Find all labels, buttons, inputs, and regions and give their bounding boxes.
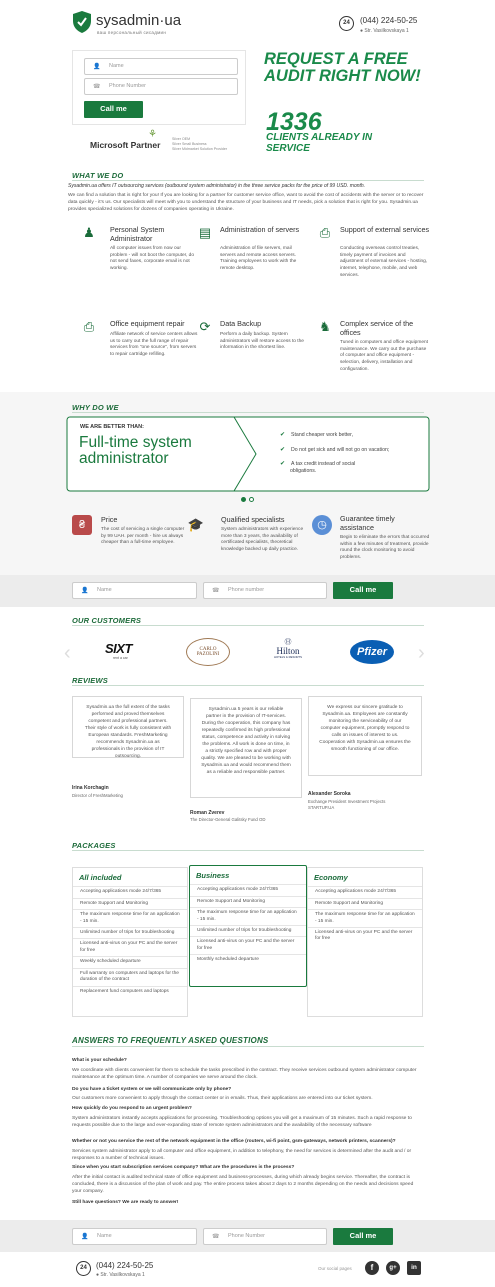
divider xyxy=(72,412,424,413)
hours-badge: 24 xyxy=(339,16,354,31)
reviewer-name: Alexander Soroka xyxy=(308,791,351,797)
package-row: Licensed anti-virus on your PC and the server for free xyxy=(308,927,422,945)
package-economy[interactable] xyxy=(307,867,423,1017)
user-icon: 👤 xyxy=(93,63,101,70)
partner-label: Microsoft Partner xyxy=(90,140,161,150)
feature-desc: Begin to eliminate the errors that occurred within a few minutes of treatment, provide round the clock monitoring to avoid problems. xyxy=(340,535,430,561)
header-address xyxy=(360,28,409,35)
partner-line-2: Silver Small Business xyxy=(172,142,207,146)
package-row: Remote Support and Monitoring xyxy=(308,898,422,909)
hero-call-me-button[interactable]: Call me xyxy=(84,101,143,118)
bottom-name-placeholder: Name xyxy=(97,1232,112,1239)
service-title: Administration of servers xyxy=(220,225,300,234)
hero-phone-input[interactable] xyxy=(84,78,238,95)
service-desc: Administration of file servers, mail servers and remote access servers. Training employees to work with the remote desktop. xyxy=(220,246,297,272)
partner-line-1: Silver OEM xyxy=(172,137,191,141)
package-name: All included xyxy=(79,873,122,882)
review-card-1 xyxy=(72,696,184,758)
printer-icon: ⎙ xyxy=(319,225,331,240)
mid-name-input[interactable] xyxy=(72,582,197,599)
footer-phone[interactable]: (044) 224-50-25 xyxy=(96,1261,154,1270)
header-address-text: Str. Vasilkovskaya 1 xyxy=(364,28,409,34)
why-point-text: Do not get sick and will not go on vacation; xyxy=(291,447,390,453)
customer-logo-pfizer: Pfizer xyxy=(350,640,394,664)
reviewer-name: Irina Korchagin xyxy=(72,785,109,791)
check-icon: ✔ xyxy=(280,461,286,467)
service-office-repair xyxy=(82,320,200,380)
reviewer-name: Roman Zverev xyxy=(190,810,225,816)
feature-guarantee xyxy=(312,515,432,565)
feature-desc: System administrators with experience more than 3 years, the availability of certificated specialists, theoretical knowledge backed up daily practice. xyxy=(221,527,304,553)
divider xyxy=(72,685,424,686)
faq-answer: We coordinate with clients convenient for them to schedule the tasks prescribed in the contract. They receive services outbound system administrator computer maintenance at the optimum time. A number of companies we serve around the clock. xyxy=(72,1068,417,1080)
review-card-3 xyxy=(308,696,422,776)
package-row: Accepting applications mode 24/7/365 xyxy=(190,884,306,895)
package-row: Unlimited number of trips for troubleshooting xyxy=(190,925,306,936)
hero-name-placeholder: Name xyxy=(109,62,124,69)
service-desc: Conducting overseas control treaties, timely payment of invoices and adjustment of external services - hosting, internet, telephone, mobile, and web services. xyxy=(340,246,428,278)
mid-name-placeholder: Name xyxy=(97,586,112,593)
faq-answer: Our customers more convenient to apply through the contact center or in emails. Thus, their applications are entered into our ticket system. xyxy=(72,1096,373,1101)
package-row: Remote Support and Monitoring xyxy=(190,896,306,907)
package-business[interactable] xyxy=(189,865,307,987)
review-text: We express our sincere gratitude to Sysadmin.ua. Employees are constantly monitoring the serviceability of our computer equipment, promptly respond to calls on issues of interest to us. Cooperation with Sysadmin.ua ensures the smooth functioning of our office. xyxy=(319,705,411,752)
price-icon: ₴ xyxy=(72,515,92,535)
partner-line-3: Silver Midmarket Solution Provider xyxy=(172,147,228,151)
partner-figure-icon: ⚘ xyxy=(148,129,157,140)
service-desc: Affiliate network of service centers allows us to carry out the full range of repair services from "one source", from servers to repair cartridge refilling. xyxy=(110,332,198,358)
divider xyxy=(72,625,424,626)
clock-icon: ◷ xyxy=(312,515,332,535)
reviewer-role: Director of FreshMarketing xyxy=(72,793,123,798)
package-row: Accepting applications mode 24/7/365 xyxy=(308,886,422,897)
service-title: Office equipment repair xyxy=(110,319,185,328)
package-row: Licensed anti-virus on your PC and the server for free xyxy=(73,938,187,956)
package-row: Accepting applications mode 24/7/365 xyxy=(73,886,187,897)
package-row: Weekly scheduled departure xyxy=(73,956,187,967)
package-name: Business xyxy=(196,871,230,880)
mid-phone-input[interactable] xyxy=(203,582,327,599)
clients-label: CLIENTS ALREADY IN SERVICE xyxy=(266,132,373,154)
better-than-label: WE ARE BETTER THAN: xyxy=(80,424,144,430)
feature-title: Price xyxy=(101,515,118,524)
what-we-do-title: WHAT WE DO xyxy=(72,171,124,180)
why-point-text: Stand cheaper work better, xyxy=(291,432,354,438)
carousel-dot-active[interactable] xyxy=(241,497,246,502)
package-row: Licensed anti-virus on your PC and the server for free xyxy=(190,936,306,954)
bottom-phone-placeholder: Phone Number xyxy=(228,1232,265,1239)
what-we-do-intro: We can find a solution that is right for you! If you are looking for a partner for customer service office, want to avoid the cost of accidents with the server or to recover data quickly - it's us. Our specialists will meet with you to understand the structure of your business and IT needs, pick a solution that is right for you. Sysadmin.ua provides specialized solutions for dozens of companies operating in Ukraine. xyxy=(68,193,424,212)
feature-specialists xyxy=(186,515,308,565)
service-desc: Tuned in computers and office equipment maintenance. We carry out the purchase of computer and office equipment - selection, delivery, installation and configuration. xyxy=(340,340,428,372)
package-row: Replacement fund computers and laptops xyxy=(73,986,187,997)
chair-icon: ♞ xyxy=(319,319,331,334)
user-icon: 👤 xyxy=(81,587,89,594)
comparison-title: Full-time system administrator xyxy=(79,434,192,468)
hilton-logo-subtitle: HOTELS & RESORTS xyxy=(273,655,303,660)
person-icon: ♟ xyxy=(83,225,95,240)
hilton-logo-text: Hilton xyxy=(276,646,300,657)
service-server-admin xyxy=(198,226,316,286)
phone-icon: ☎ xyxy=(212,587,220,594)
why-point-3 xyxy=(280,460,380,475)
package-name: Economy xyxy=(314,873,348,882)
location-pin-icon: ● xyxy=(360,28,364,34)
customer-logo-hilton xyxy=(268,638,308,664)
why-point-2 xyxy=(280,446,425,454)
service-desc: All computer issues from now our problem - will not boot the computer, do not send faxes, corporate email is not working. xyxy=(110,246,194,272)
linkedin-icon[interactable]: in xyxy=(407,1261,421,1275)
faq-question: Do you have a ticket system or we will communicate only by phone? xyxy=(72,1087,232,1092)
user-icon: 👤 xyxy=(81,1233,89,1240)
social-label: Our social pages xyxy=(318,1266,352,1271)
feature-title: Guarantee timely assistance xyxy=(340,514,395,532)
clients-count: 1336 xyxy=(266,108,322,136)
faq-answer: Services system administrator apply to all computer and office equipment, in addition to telephony, the need for services is determined after the audit and / or responses to a number of technical issues. xyxy=(72,1149,412,1161)
microsoft-partner-badge xyxy=(90,128,240,156)
check-icon: ✔ xyxy=(280,447,286,453)
faq-answer: After the initial contact is audited technical state of office equipment and business-processes, during which already begins service. Thereafter, the contract is concluded, there is a discussion of the plan of work and pay. The entire process takes about 2 days to 2 months depending on the needs and decisions speed your company. xyxy=(72,1175,414,1194)
footer-hours-badge: 24 xyxy=(76,1261,91,1276)
divider xyxy=(72,850,424,851)
package-row: Unlimited number of trips for troubleshooting xyxy=(73,927,187,938)
server-icon: ▤ xyxy=(198,225,212,240)
footer-address xyxy=(96,1272,145,1279)
mid-phone-placeholder: Phone number xyxy=(228,586,265,593)
mid-call-me-button[interactable]: Call me xyxy=(333,582,393,599)
service-complex xyxy=(318,320,436,390)
bottom-call-me-button[interactable]: Call me xyxy=(333,1228,393,1245)
service-title: Data Backup xyxy=(220,319,262,328)
carousel-prev-button[interactable]: ‹ xyxy=(64,642,71,664)
feature-desc: The cost of servicing a single computer by 99 UAH. per month - hire us always cheaper than a full-time employee. xyxy=(101,527,185,546)
faq-title: ANSWERS TO FREQUENTLY ASKED QUESTIONS xyxy=(72,1036,269,1045)
phone-icon: ☎ xyxy=(93,83,101,90)
phone-icon: ☎ xyxy=(212,1233,220,1240)
divider xyxy=(72,1046,424,1047)
service-title: Personal System Administrator xyxy=(110,225,165,243)
service-data-backup xyxy=(198,320,316,380)
reviews-title: REVIEWS xyxy=(72,676,108,685)
sixt-logo-text: SIXT xyxy=(105,641,132,656)
logo-text: sysadmin·ua xyxy=(96,12,182,29)
package-row: Full warranty on computers and laptops for the duration of the contract xyxy=(73,968,187,986)
carousel-next-button[interactable]: › xyxy=(418,642,425,664)
customer-logo-sixt xyxy=(105,640,153,662)
printer-icon: ⎙ xyxy=(83,319,95,334)
packages-title: PACKAGES xyxy=(72,841,116,850)
service-external xyxy=(318,226,436,296)
faq-question: How quickly do you respond to an urgent problem? xyxy=(72,1106,192,1111)
customer-logo-carlo-pazolini: CARLO PAZOLINI xyxy=(186,638,230,666)
logo-tagline: ваш персональный сисадмин xyxy=(97,30,167,35)
service-desc: Perform a daily backup. System administrators will restore access to the information in the shortest line. xyxy=(220,332,304,351)
package-row: The maximum response time for an application - 15 min. xyxy=(73,909,187,927)
backup-icon: ⟳ xyxy=(199,319,211,334)
feature-price xyxy=(72,515,188,565)
hero-headline: REQUEST A FREE AUDIT RIGHT NOW! xyxy=(264,50,421,86)
location-pin-icon: ● xyxy=(96,1272,100,1278)
graduation-cap-icon: 🎓 xyxy=(187,517,205,532)
package-row: Monthly scheduled departure xyxy=(190,954,306,965)
review-text: Sysadmin.ua 5 years is our reliable partner in the provision of IT-services. During the cooperation, this company has repeatedly confirmed its high professional status, competence and activity in solving the problems. All work is done on time, in a strictly specified row and with proper quality. We are pleased to be working with Sysadmin.ua and would recommend them as a reliable and responsible partner. xyxy=(201,707,291,775)
sixt-logo-subtitle: rent a car xyxy=(113,655,128,660)
why-title: WHY DO WE xyxy=(72,403,119,412)
facebook-icon[interactable]: f xyxy=(365,1261,379,1275)
review-card-2 xyxy=(190,698,302,798)
service-title: Support of external services xyxy=(340,225,430,234)
bottom-name-input[interactable] xyxy=(72,1228,197,1245)
faq-question: Whether or not you service the rest of the network equipment in the office (routers, wi-fi point, gsm-gateways, network printers, scanners)? xyxy=(72,1139,396,1144)
hero-name-input[interactable] xyxy=(84,58,238,75)
service-personal-admin xyxy=(82,226,200,286)
faq-question: What is your schedule? xyxy=(72,1058,127,1063)
faq-answer: System administrators instantly accepts applications for processing. Troubleshooting options you will get a maximum of 15 minutes. Such a rapid response to requests possible due to the large and ever-expanding state of remote system administrators and the availability of the necessary software xyxy=(72,1116,412,1128)
why-point-1 xyxy=(280,431,425,439)
what-we-do-lead: Sysadmin.ua offers IT outsourcing services (outbound system administrator) in the three service packs for the price of 99 USD. month. xyxy=(68,183,366,189)
reviewer-role: Exchange President Investment Projects STARTUP.UA xyxy=(308,799,386,810)
reviewer-role: The Director-General Galitsky Fund OD xyxy=(190,817,266,822)
package-row: The maximum response time for an application - 15 min. xyxy=(308,909,422,927)
customers-title: OUR CUSTOMERS xyxy=(72,616,142,625)
logo[interactable] xyxy=(72,10,192,40)
package-row: Remote Support and Monitoring xyxy=(73,898,187,909)
carousel-dot[interactable] xyxy=(249,497,254,502)
google-plus-icon[interactable]: g+ xyxy=(386,1261,400,1275)
package-all-included[interactable] xyxy=(72,867,188,1017)
hilton-emblem-icon: Ⓗ xyxy=(284,639,292,646)
footer-address-text: Str. Vasilkovskaya 1 xyxy=(100,1272,145,1278)
shield-logo-icon xyxy=(72,10,92,34)
feature-title: Qualified specialists xyxy=(221,515,285,524)
faq-question: Since when you start subscription services company? What are the procedures is the process? xyxy=(72,1165,295,1170)
divider xyxy=(72,180,424,181)
check-icon: ✔ xyxy=(280,432,286,438)
why-point-text: A tax credit instead of social obligations. xyxy=(290,461,356,475)
review-text: Sysadmin.ua the full extent of the tasks performed and proved themselves competent and professional partners. Their style of work is fully consistent with European standards. FreshMarketing recommends Sysadmin.ua as professionals in the provision of IT outsourcing. xyxy=(84,705,172,759)
bottom-phone-input[interactable] xyxy=(203,1228,327,1245)
hero-phone-placeholder: Phone Number xyxy=(109,82,146,89)
faq-question: Still have questions? We are ready to answer! xyxy=(72,1200,179,1205)
service-title: Complex service of the offices xyxy=(340,319,414,337)
package-row: The maximum response time for an application - 15 min. xyxy=(190,907,306,925)
header-phone[interactable]: (044) 224-50-25 xyxy=(360,16,418,25)
